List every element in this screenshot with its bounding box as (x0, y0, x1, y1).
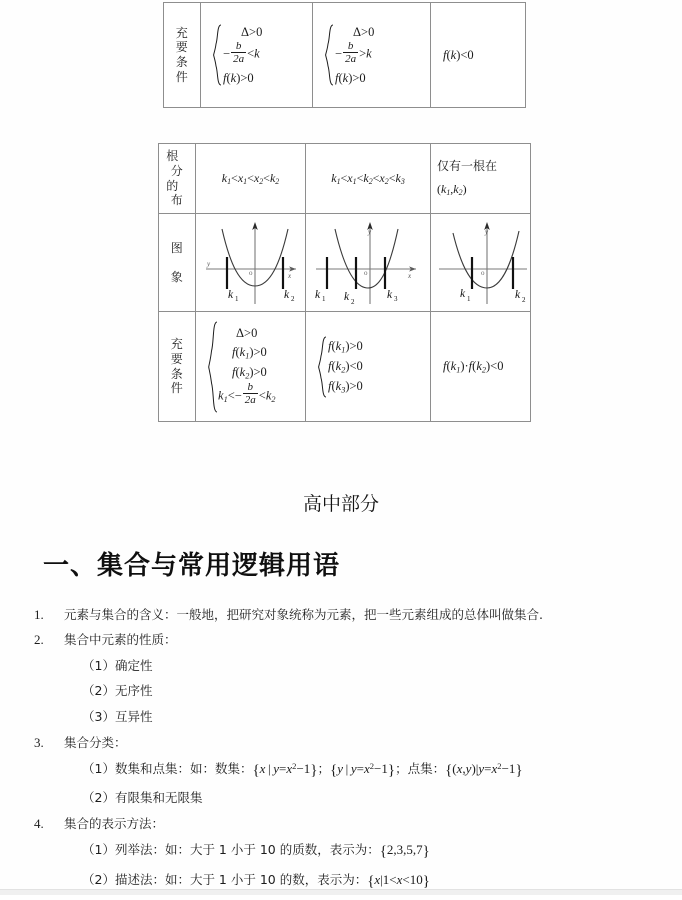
left-brace-icon (325, 24, 335, 86)
page-bottom-edge (0, 889, 682, 895)
svg-text:1: 1 (235, 295, 239, 303)
list-item-text: 元素与集合的含义：一般地，把研究对象统称为元素，把一些元素组成的总体叫做集合. (64, 607, 543, 622)
root-range-cell-2: $k_1<x_1<k_2<x_2<k_3$ (306, 144, 431, 214)
separator: ；点集： (395, 761, 446, 777)
table-row-graphs (159, 214, 531, 312)
list-item (34, 607, 654, 623)
svg-text:k: k (344, 291, 350, 303)
content-list (34, 607, 654, 900)
list-item-text: 集合分类： (64, 735, 127, 751)
condition-cell-2 (306, 312, 431, 422)
svg-text:2: 2 (522, 296, 526, 304)
sub-item-prefix: （1）数集和点集：如：数集： (82, 761, 253, 777)
row-label-sufficient-necessary (159, 312, 196, 422)
list-item-number: 4. (34, 815, 44, 831)
equation: $f(k_1)>0$ (232, 345, 267, 361)
row-label-line-2: 的布 (166, 178, 184, 208)
svg-text:1: 1 (322, 295, 326, 303)
list-item-text: 集合中元素的性质： (64, 632, 177, 648)
list-item-number: 2. (34, 632, 44, 648)
section-heading: 一、集合与常用逻辑用语 (43, 551, 341, 580)
sub-list-item: （3）互异性 (82, 709, 153, 725)
list-item-number: 1. (34, 607, 44, 622)
list-item (34, 816, 654, 832)
svg-text:o: o (364, 269, 368, 277)
sub-item-prefix: （1）列举法：如：大于 1 小于 10 的质数，表示为： (82, 842, 380, 858)
svg-text:k: k (315, 289, 321, 301)
graph-cell-3 (431, 214, 531, 312)
row-label-char-4: 件 (170, 381, 184, 396)
svg-text:x: x (288, 272, 292, 280)
condition-cell-2 (313, 3, 431, 108)
list-item (34, 735, 654, 751)
row-label-sufficient-necessary (164, 3, 201, 108)
equation: f(k)>0 (335, 70, 366, 85)
parabola-graph-roots-between-k1-k2 (200, 216, 304, 309)
list-item (34, 632, 654, 648)
svg-text:y: y (485, 228, 489, 236)
set-notation-descriptive: {x|1<x<10} (367, 871, 430, 890)
equation: $f(k_1)>0$ (328, 338, 363, 354)
set-notation-1: {x | $y=x^2-1$} (252, 761, 318, 779)
row-label-graph (159, 214, 196, 312)
svg-text:k: k (228, 289, 234, 301)
root-range-cell-1: $k_1<x_1<x_2<k_2$ (196, 144, 306, 214)
row-label-line-1: 根分 (166, 149, 184, 178)
equation: $f(k_1)\cdot f(k_2)<0$ (443, 358, 504, 375)
svg-text:x: x (408, 272, 412, 280)
row-label-line-1: 图 (170, 240, 184, 255)
svg-text:y: y (207, 260, 211, 268)
sub-item-prefix: （2）描述法：如：大于 1 小于 10 的数，表示为： (82, 871, 368, 887)
root-range-interval: $(k_1,k_2)$ (437, 182, 467, 198)
equation: − $\frac{b}{2a}$ >k (335, 39, 372, 66)
equation: $f(k_2)>0$ (232, 365, 267, 381)
svg-text:2: 2 (291, 295, 295, 303)
equation: Δ>0 (353, 25, 375, 40)
svg-text:3: 3 (394, 295, 398, 303)
condition-cell-3 (431, 3, 526, 108)
root-range-text: 仅有一根在 (437, 158, 498, 173)
svg-text:1: 1 (467, 295, 471, 303)
row-label-char-2: 要 (175, 40, 189, 55)
condition-cell-1 (201, 3, 313, 108)
condition-cell-1 (196, 312, 306, 422)
sub-list-item-sets-and-points (82, 760, 654, 781)
row-label-char-1: 充 (170, 337, 184, 352)
equation: Δ>0 (241, 25, 263, 40)
table-row (164, 3, 526, 108)
equation: $f(k_2)<0$ (328, 358, 363, 375)
list-item-text: 集合的表示方法： (64, 815, 165, 831)
row-label-line-2: 象 (170, 269, 184, 284)
set-notation-roster: {2,3,5,7} (379, 842, 430, 860)
sub-list-item: （2）无序性 (82, 683, 153, 699)
set-notation-3: $\{(x,y)|y=x^2-1\}$ (445, 761, 523, 779)
list-item-number: 3. (34, 735, 44, 751)
condition-cell-3 (431, 312, 531, 422)
sub-list-item: （2）有限集和无限集 (82, 789, 203, 805)
svg-text:k: k (460, 288, 466, 300)
left-brace-icon (213, 24, 223, 86)
svg-text:2: 2 (351, 298, 355, 306)
equation: f(k)>0 (223, 70, 254, 85)
table-row-root-distribution (159, 144, 531, 214)
sub-list-item-roster-method (82, 841, 654, 862)
equation: f(k)<0 (443, 47, 474, 62)
quadratic-conditions-table-one (163, 2, 526, 108)
row-label-char-3: 条 (175, 55, 189, 69)
row-label-root-distribution (159, 144, 196, 214)
equation: − $\frac{b}{2a}$ <k (223, 39, 260, 66)
parabola-graph-roots-k1-k2-k3 (310, 216, 429, 309)
svg-text:o: o (481, 269, 485, 277)
set-notation-2: {y | $y=x^2-1$} (330, 761, 396, 779)
table-row-conditions (159, 312, 531, 422)
root-range-cell-3 (431, 144, 531, 214)
equation: $k_1<-$ $\frac{b}{2a}$ $<k_2$ (218, 380, 276, 407)
graph-cell-1 (196, 214, 306, 312)
left-brace-icon (208, 321, 218, 413)
root-distribution-table (158, 143, 531, 422)
svg-text:y: y (368, 228, 372, 236)
svg-text:k: k (515, 289, 521, 301)
svg-text:k: k (387, 289, 393, 301)
page-title-part: 高中部分 (302, 493, 379, 515)
equation: Δ>0 (236, 326, 258, 341)
sub-list-item: （1）确定性 (82, 657, 153, 673)
parabola-graph-one-root-in-interval (435, 216, 531, 309)
equation: $f(k_3)>0$ (328, 379, 363, 395)
separator: ； (317, 761, 331, 777)
row-label-char-3: 条 (170, 366, 184, 381)
row-label-char-4: 件 (175, 69, 189, 84)
svg-text:o: o (249, 269, 253, 277)
row-label-char-2: 要 (170, 351, 184, 366)
svg-text:k: k (284, 289, 290, 301)
row-label-char-1: 充 (175, 25, 189, 40)
graph-cell-2 (306, 214, 431, 312)
left-brace-icon (318, 336, 328, 398)
